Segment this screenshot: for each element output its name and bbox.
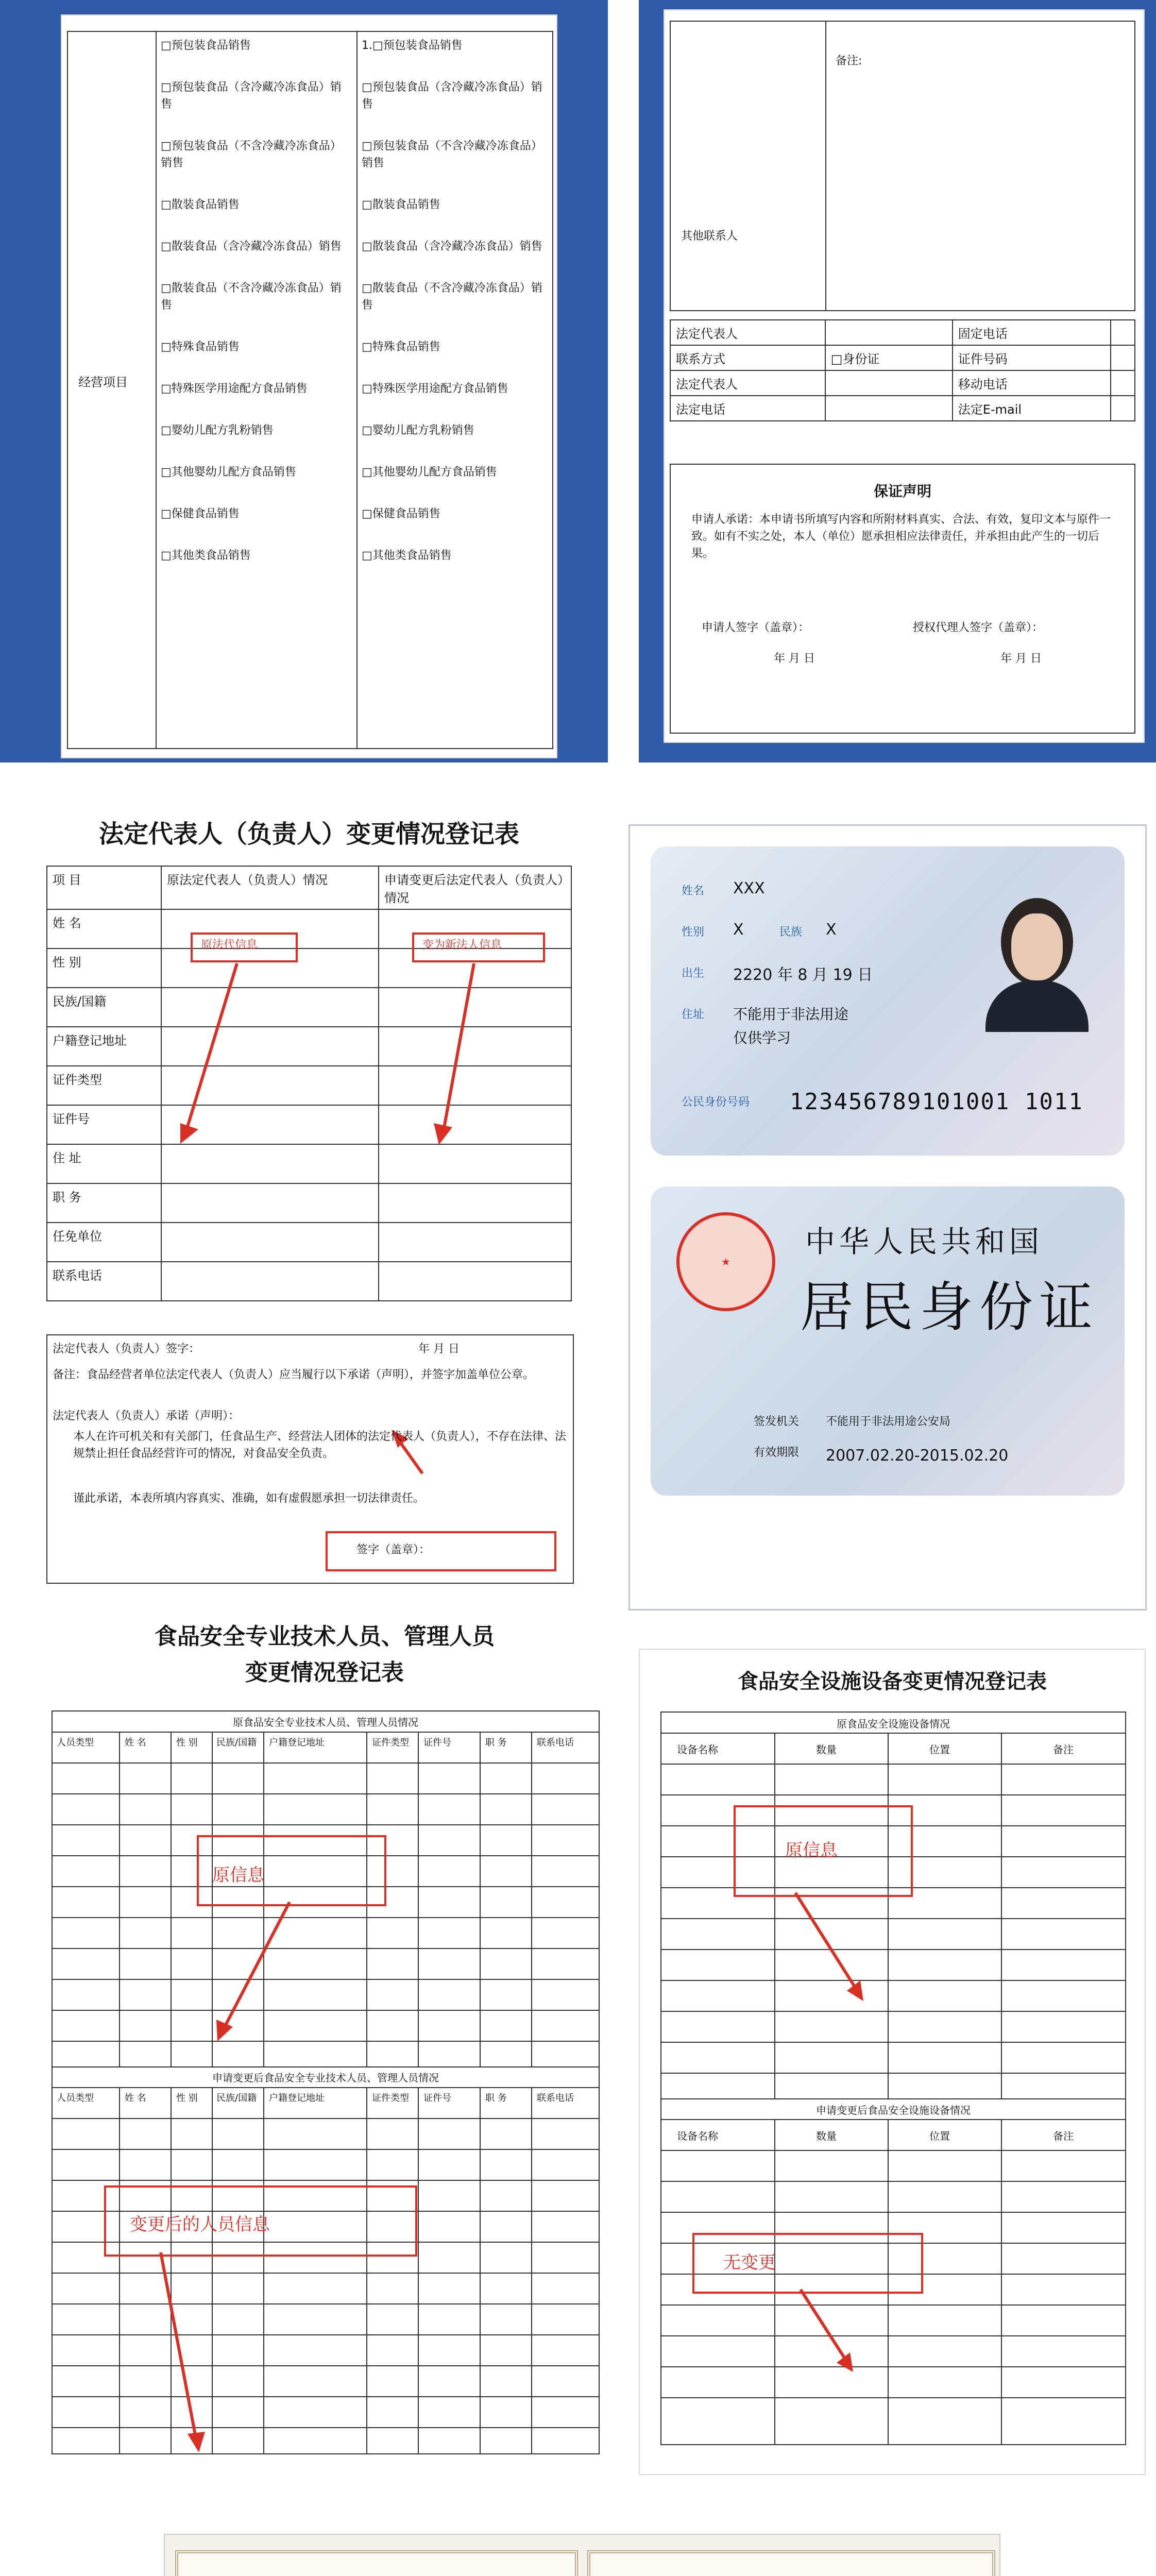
agent-sign-label: 授权代理人签字（盖章）： [913,621,1044,634]
cell: □身份证 [825,345,953,370]
row-label: 证件类型 [47,1066,161,1105]
scope-item[interactable]: □保健食品销售 [161,507,240,520]
personnel-title-2: 变更情况登记表 [245,1659,404,1686]
header-cell: 申请变更后法定代表人（负责人）情况 [379,866,571,909]
col-header: 职 务 [485,1737,507,1748]
note-4: 谨此承诺，本表所填内容真实、准确，如有虚假愿承担一切法律责任。 [73,1492,425,1505]
license-notes-title [590,2574,992,2576]
scope-item[interactable]: □散装食品（不含冷藏冷冻食品）销售 [362,282,542,312]
equipment-change-form [639,1649,1146,2475]
idcard-top-container [628,824,1147,1611]
scope-item[interactable]: □其他类食品销售 [161,549,251,562]
orig-equipment-label: 原信息 [785,1840,838,1861]
col-header: 人员类型 [57,1737,94,1748]
cell [825,320,953,345]
note-1: 备注：食品经营者单位法定代表人（负责人）应当履行以下承诺（声明），并签字加盖单位公章。 [53,1368,535,1381]
col-header: 备注 [1053,1743,1074,1756]
cell: 法定电话 [670,396,825,421]
scope-items-left [161,37,351,564]
birth-label: 出生 [682,967,705,980]
col-header: 联系电话 [537,1737,574,1748]
header-cell: 项 目 [47,866,161,909]
addr-value-2: 仅供学习 [733,1029,791,1046]
license-left-page [175,2550,578,2576]
col-header: 设备名称 [677,2130,718,2142]
food-license-copy [165,2535,999,2576]
idcard-back [651,1187,1125,1496]
license-right-page [587,2550,995,2576]
name-label: 姓名 [682,885,705,897]
row-label: 姓 名 [47,909,161,948]
scope-item[interactable]: □散装食品销售 [161,198,240,211]
row-label: 证件号 [47,1105,161,1144]
other-contact-label: 其他联系人 [681,230,738,243]
row-label: 职 务 [47,1183,161,1223]
col-header: 位置 [929,2130,950,2142]
date-right: 年 月 日 [1000,652,1042,665]
scope-item[interactable]: □特殊食品销售 [161,341,240,353]
new-personnel-label: 变更后的人员信息 [130,2214,270,2235]
business-scope-label: 经营项目 [78,375,128,389]
scope-item[interactable]: □预包装食品销售 [161,39,251,52]
col-header: 民族/国籍 [216,1737,257,1748]
cell: 固定电话 [953,320,1111,345]
red-arrows [53,1711,599,2453]
birth-value: 2220 年 8 月 19 日 [733,966,873,984]
scope-items-right [362,37,547,564]
national-emblem-icon: ★ [676,1212,775,1311]
col-header: 证件号 [423,1737,451,1748]
back-title-1: 中华人民共和国 [805,1224,1044,1259]
col-header: 联系电话 [537,2093,574,2104]
col-header: 证件类型 [372,2093,409,2104]
row-label: 性 别 [47,948,161,988]
col-header: 职 务 [485,2093,507,2104]
row-label: 民族/国籍 [47,988,161,1027]
cell [1111,320,1135,345]
contact-declaration-sheet [665,10,1144,742]
back-title-2: 居民身份证 [800,1276,1099,1338]
scope-item[interactable]: □其他婴幼儿配方食品销售 [161,466,296,479]
col-header: 数量 [816,1743,837,1756]
col-header: 性 别 [176,1737,198,1748]
personnel-change-form [41,1618,608,2473]
col-header: 备注 [1053,2130,1074,2142]
legal-rep-title: 法定代表人（负责人）变更情况登记表 [98,820,519,849]
date-left: 年 月 日 [774,652,815,665]
header-cell: 原法定代表人（负责人）情况 [161,866,379,909]
cell: 法定代表人 [670,320,825,345]
scope-item[interactable]: □其他婴幼儿配方食品销售 [362,466,497,479]
scope-item[interactable]: □散装食品（含冷藏冷冻食品）销售 [362,240,542,253]
sex-value: X [733,921,744,939]
red-arrows [661,1713,1125,2444]
issuer-label: 签发机关 [754,1415,800,1428]
scope-item[interactable]: □特殊医学用途配方食品销售 [362,382,508,395]
row-label: 户籍登记地址 [47,1027,161,1066]
nation-label: 民族 [779,926,803,939]
nation-value: X [826,921,837,939]
col-header: 人员类型 [57,2093,94,2104]
scope-item[interactable]: □保健食品销售 [362,507,440,520]
rep-date-label: 年 月 日 [418,1343,460,1355]
scope-item[interactable]: 1.□预包装食品销售 [362,39,463,52]
new-rep-label: 变为新法人信息 [422,939,502,952]
scope-item[interactable]: □其他类食品销售 [362,549,452,562]
scope-item[interactable]: □预包装食品（含冷藏冷冻食品）销售 [161,81,342,111]
row-label: 任免单位 [47,1223,161,1262]
declaration-title: 保证声明 [873,483,931,500]
scope-item[interactable]: □散装食品（不含冷藏冷冻食品）销售 [161,282,342,312]
col-header: 姓 名 [125,1737,146,1748]
scope-item[interactable]: □散装食品（含冷藏冷冻食品）销售 [161,240,342,253]
cell: 法定E-mail [953,396,1111,421]
declaration-text: 申请人承诺：本申请书所填写内容和所附材料真实、合法、有效，复印文本与原件一致。如有不实之处，本人（单位）愿承担相应法律责任，并承担由此产生的一切后果。 [691,513,1111,560]
cell [825,396,953,421]
orig-personnel-subtitle: 原食品安全专业技术人员、管理人员情况 [233,1716,418,1728]
col-header: 姓 名 [125,2093,146,2104]
portrait-photo [980,888,1094,1032]
note-3: 本人在许可机关和有关部门，任食品生产、经营法人团体的法定代表人（负责人），不存在法律、法规禁止担任食品经营许可的情况，对食品安全负责。 [73,1430,567,1460]
new-personnel-subtitle: 申请变更后食品安全专业技术人员、管理人员情况 [212,2072,439,2084]
name-value: XXX [733,879,765,897]
equipment-title: 食品安全设施设备变更情况登记表 [738,1670,1047,1693]
applicant-sign-label: 申请人签字（盖章）： [702,621,810,634]
scope-item[interactable]: □预包装食品（不含冷藏冷冻食品）销售 [362,140,542,170]
cell [1111,370,1135,396]
sign-stamp-highlight [326,1531,556,1571]
col-header: 位置 [929,1743,950,1756]
col-header: 设备名称 [677,1743,718,1756]
sex-label: 性别 [682,926,705,939]
new-equipment-subtitle: 申请变更后食品安全设施设备情况 [816,2104,971,2116]
rep-sign-label: 法定代表人（负责人）签字： [53,1343,200,1355]
scope-item[interactable]: □散装食品销售 [362,198,440,211]
contact-table [670,319,1135,421]
col-header: 数量 [816,2130,837,2142]
cell: 证件号码 [953,345,1111,370]
cell: 法定代表人 [670,370,825,396]
orig-equipment-subtitle: 原食品安全设施设备情况 [837,1718,950,1730]
scope-item[interactable]: □特殊医学用途配方食品销售 [161,382,308,395]
col-header: 证件类型 [372,1737,409,1748]
legal-rep-form [31,814,587,1597]
row-label: 住 址 [47,1144,161,1183]
addr-value: 不能用于非法用途 [733,1006,849,1023]
id-number-label: 公民身份号码 [682,1096,750,1109]
scope-item[interactable]: □预包装食品（不含冷藏冷冻食品）销售 [161,140,342,170]
sign-stamp-label: 签字（盖章）： [356,1544,431,1556]
note-2: 法定代表人（负责人）承诺（声明）： [53,1410,240,1422]
cell: 移动电话 [953,370,1111,396]
orig-personnel-label: 原信息 [212,1865,265,1886]
scope-item[interactable]: □婴幼儿配方乳粉销售 [362,424,474,437]
col-header: 证件号 [423,2093,451,2104]
addr-label: 住址 [682,1008,705,1021]
original-rep-label: 原法代信息 [201,939,258,952]
row-label: 联系电话 [47,1262,161,1301]
cell: 联系方式 [670,345,825,370]
business-scope-sheet [62,15,556,757]
valid-value: 2007.02.20-2015.02.20 [826,1447,1009,1465]
cell [1111,345,1135,370]
issuer-value: 不能用于非法用途公安局 [826,1415,951,1428]
scope-item[interactable]: □婴幼儿配方乳粉销售 [161,424,274,437]
col-header: 民族/国籍 [216,2093,257,2104]
cell [1111,396,1135,421]
col-header: 户籍登记地址 [269,2093,325,2104]
scope-item[interactable]: □特殊食品销售 [362,341,440,353]
valid-label: 有效期限 [754,1446,800,1459]
scope-item[interactable]: □预包装食品（含冷藏冷冻食品）销售 [362,81,542,111]
col-header: 性 别 [176,2093,198,2104]
col-header: 户籍登记地址 [269,1737,325,1748]
id-number-value: 123456789101001 1011 [790,1089,1083,1115]
new-equipment-label: 无变更 [723,2252,776,2273]
cell [825,370,953,396]
personnel-title-1: 食品安全专业技术人员、管理人员 [155,1623,495,1650]
remark-label: 备注: [836,55,862,67]
idcard-front [651,846,1125,1156]
